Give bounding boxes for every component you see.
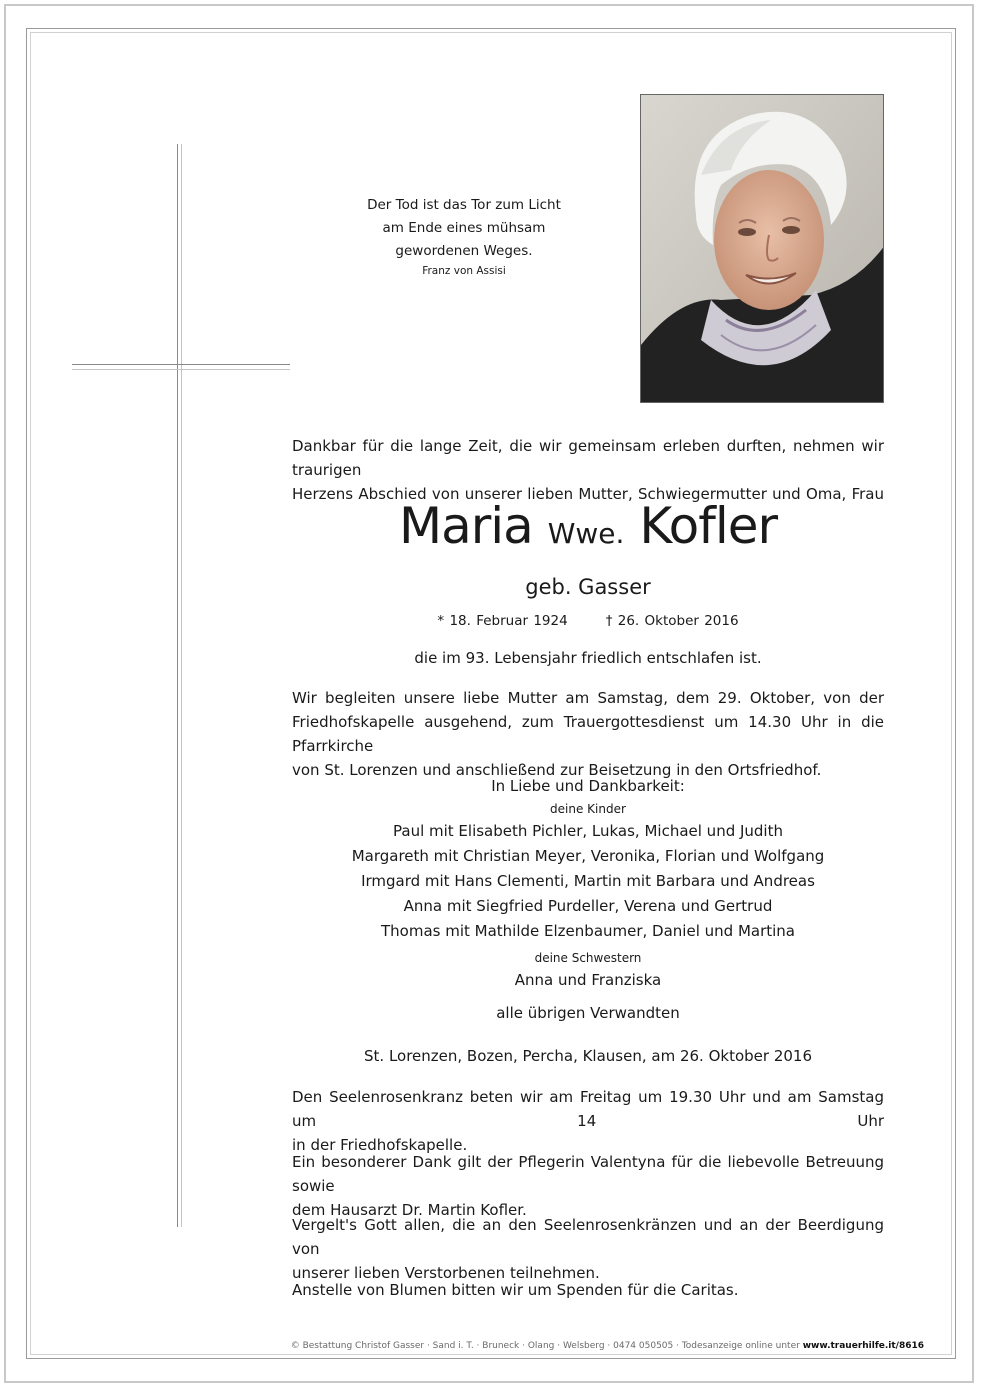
portrait-photo bbox=[640, 94, 884, 403]
birth-date: * 18. Februar 1924 bbox=[437, 613, 568, 629]
family-list bbox=[292, 774, 884, 1026]
portrait-illustration bbox=[641, 95, 884, 403]
funeral-line: Friedhofskapelle ausgehend, zum Trauergottesdienst um 14.30 Uhr in die Pfarrkirche bbox=[292, 713, 884, 755]
quote-line: am Ende eines mühsam bbox=[382, 220, 546, 236]
rosary-line: Den Seelenrosenkranz beten wir am Freitag um 19.30 Uhr und am Samstag um 14 Uhr bbox=[292, 1088, 884, 1130]
funeral-line: von St. Lorenzen und anschließend zur Beisetzung in den Ortsfriedhof. bbox=[292, 761, 822, 779]
funeral-line: Wir begleiten unsere liebe Mutter am Samstag, dem 29. Oktober, von der bbox=[292, 689, 884, 707]
footer-text: © Bestattung Christof Gasser · Sand i. T. · Bruneck · Olang · Welsberg · 0474 050505 · Todesanzeige online unter bbox=[290, 1341, 800, 1351]
relatives-line: alle übrigen Verwandten bbox=[496, 1004, 680, 1022]
memorial-quote bbox=[340, 194, 588, 279]
flowers-line: Anstelle von Blumen bitten wir um Spenden für die Caritas. bbox=[292, 1281, 739, 1299]
gratitude-paragraph bbox=[292, 1213, 884, 1285]
family-member-line: Irmgard mit Hans Clementi, Martin mit Barbara und Andreas bbox=[361, 872, 815, 890]
family-heading: In Liebe und Dankbarkeit: bbox=[491, 777, 685, 795]
rosary-line: in der Friedhofskapelle. bbox=[292, 1136, 468, 1154]
thanks-line: Ein besonderer Dank gilt der Pflegerin Valentyna für die liebevolle Betreuung sowie bbox=[292, 1153, 884, 1195]
age-line: die im 93. Lebensjahr friedlich entschlafen ist. bbox=[414, 649, 762, 667]
death-date: † 26. Oktober 2016 bbox=[605, 613, 739, 629]
sisters-label: deine Schwestern bbox=[534, 951, 642, 965]
family-member-line: Paul mit Elisabeth Pichler, Lukas, Michael und Judith bbox=[393, 822, 783, 840]
cross-vertical-bar bbox=[177, 144, 182, 1227]
name-title: Wwe. bbox=[547, 517, 625, 550]
quote-line: Der Tod ist das Tor zum Licht bbox=[367, 197, 561, 213]
footer bbox=[200, 1340, 924, 1352]
intro-line: Dankbar für die lange Zeit, die wir gemeinsam erleben durften, nehmen wir traurigen bbox=[292, 437, 884, 479]
thanks-paragraph bbox=[292, 1150, 884, 1222]
family-member-line: Thomas mit Mathilde Elzenbaumer, Daniel und Martina bbox=[381, 922, 795, 940]
funeral-paragraph bbox=[292, 686, 884, 782]
quote-line: gewordenen Weges. bbox=[395, 243, 533, 259]
footer-url[interactable]: www.trauerhilfe.it/8616 bbox=[802, 1341, 924, 1351]
family-member-line: Anna mit Siegfried Purdeller, Verena und Gertrud bbox=[403, 897, 773, 915]
sisters-names: Anna und Franziska bbox=[514, 971, 662, 989]
gratitude-line: Vergelt's Gott allen, die an den Seelenrosenkränzen und an der Beerdigung von bbox=[292, 1216, 884, 1258]
place-date: St. Lorenzen, Bozen, Percha, Klausen, am 26. Oktober 2016 bbox=[364, 1047, 812, 1065]
last-name: Kofler bbox=[639, 497, 778, 555]
gratitude-line: unserer lieben Verstorbenen teilnehmen. bbox=[292, 1264, 600, 1282]
quote-author: Franz von Assisi bbox=[422, 265, 506, 277]
cross-horizontal-bar bbox=[72, 364, 290, 370]
family-member-line: Margareth mit Christian Meyer, Veronika, Florian und Wolfgang bbox=[351, 847, 825, 865]
children-label: deine Kinder bbox=[550, 802, 626, 816]
life-dates bbox=[292, 610, 884, 632]
maiden-name: geb. Gasser bbox=[525, 575, 651, 599]
rosary-paragraph bbox=[292, 1085, 884, 1157]
first-name: Maria bbox=[398, 497, 533, 555]
deceased-name bbox=[292, 493, 884, 567]
thanks-line: dem Hausarzt Dr. Martin Kofler. bbox=[292, 1201, 527, 1219]
intro-line: Herzens Abschied von unserer lieben Mutter, Schwiegermutter und Oma, Frau bbox=[292, 485, 884, 503]
